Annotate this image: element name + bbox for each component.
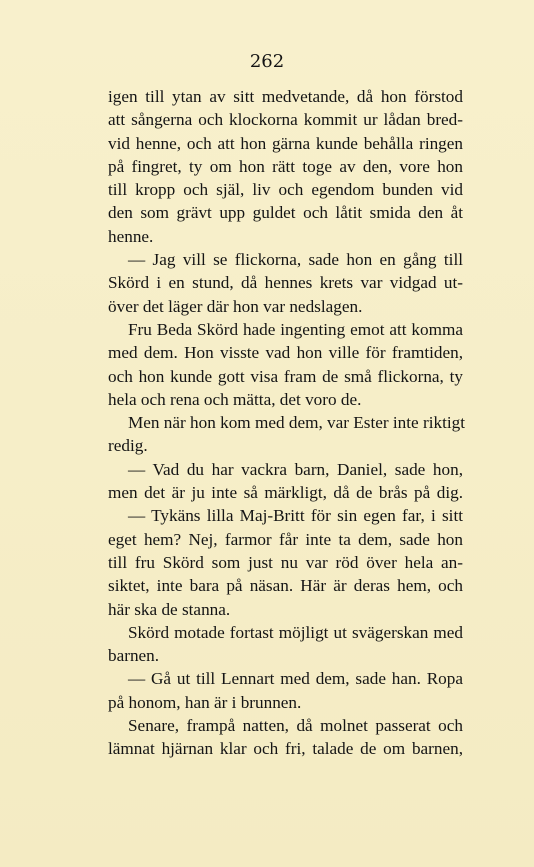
text-line: den som grävt upp guldet och låtit smida den åt xyxy=(108,203,463,223)
text-line: — Jag vill se flickorna, sade hon en gång till xyxy=(128,250,463,270)
text-line: Skörd motade fortast möjligt ut svägerskan med xyxy=(128,622,463,642)
text-line: på honom, han är i brunnen. xyxy=(108,692,302,712)
text-line: lämnat hjärnan klar och fri, talade de om barnen, xyxy=(108,739,463,759)
text-line: med dem. Hon visste vad hon ville för framtiden, xyxy=(108,343,463,363)
text-line: på fingret, ty om hon rätt toge av den, vore hon xyxy=(108,156,463,176)
text-line: — Vad du har vackra barn, Daniel, sade hon, xyxy=(128,459,463,479)
page-number: 262 xyxy=(249,51,285,72)
text-line: till fru Skörd som just nu var röd över hela an- xyxy=(108,552,463,572)
text-line: och hon kunde gott visa fram de små flickorna, ty xyxy=(108,366,463,386)
text-line: hela och rena och mätta, det voro de. xyxy=(108,389,362,409)
text-line: redig. xyxy=(108,436,148,456)
text-line: Men när hon kom med dem, var Ester inte riktigt xyxy=(128,413,465,433)
text-line: barnen. xyxy=(108,646,160,666)
text-line: — Tykäns lilla Maj-Britt för sin egen far, i sitt xyxy=(128,506,463,526)
text-line: att sångerna och klockorna kommit ur lådan bred- xyxy=(108,110,463,130)
text-line: till kropp och själ, liv och egendom bunden vid xyxy=(108,180,463,200)
text-line: Fru Beda Skörd hade ingenting emot att komma xyxy=(128,319,463,339)
text-line: siktet, inte bara på näsan. Här är deras hem, och xyxy=(108,576,463,596)
text-line: igen till ytan av sitt medvetande, då hon förstod xyxy=(108,87,463,106)
body-text xyxy=(108,85,463,761)
text-line: vid henne, och att hon gärna kunde behålla ringen xyxy=(108,133,463,153)
text-line: eget hem? Nej, farmor får inte ta dem, sade hon xyxy=(108,529,463,549)
text-line: över det läger där hon var nedslagen. xyxy=(108,296,363,316)
text-line: henne. xyxy=(108,226,154,246)
text-line: här ska de stanna. xyxy=(108,599,231,619)
text-line: Skörd i en stund, då hennes krets var vidgad ut- xyxy=(108,273,463,293)
text-line: Senare, frampå natten, då molnet passerat och xyxy=(128,716,463,736)
text-line: men det är ju inte så märkligt, då de brås på dig. xyxy=(108,483,463,503)
text-line: — Gå ut till Lennart med dem, sade han. Ropa xyxy=(128,669,463,689)
